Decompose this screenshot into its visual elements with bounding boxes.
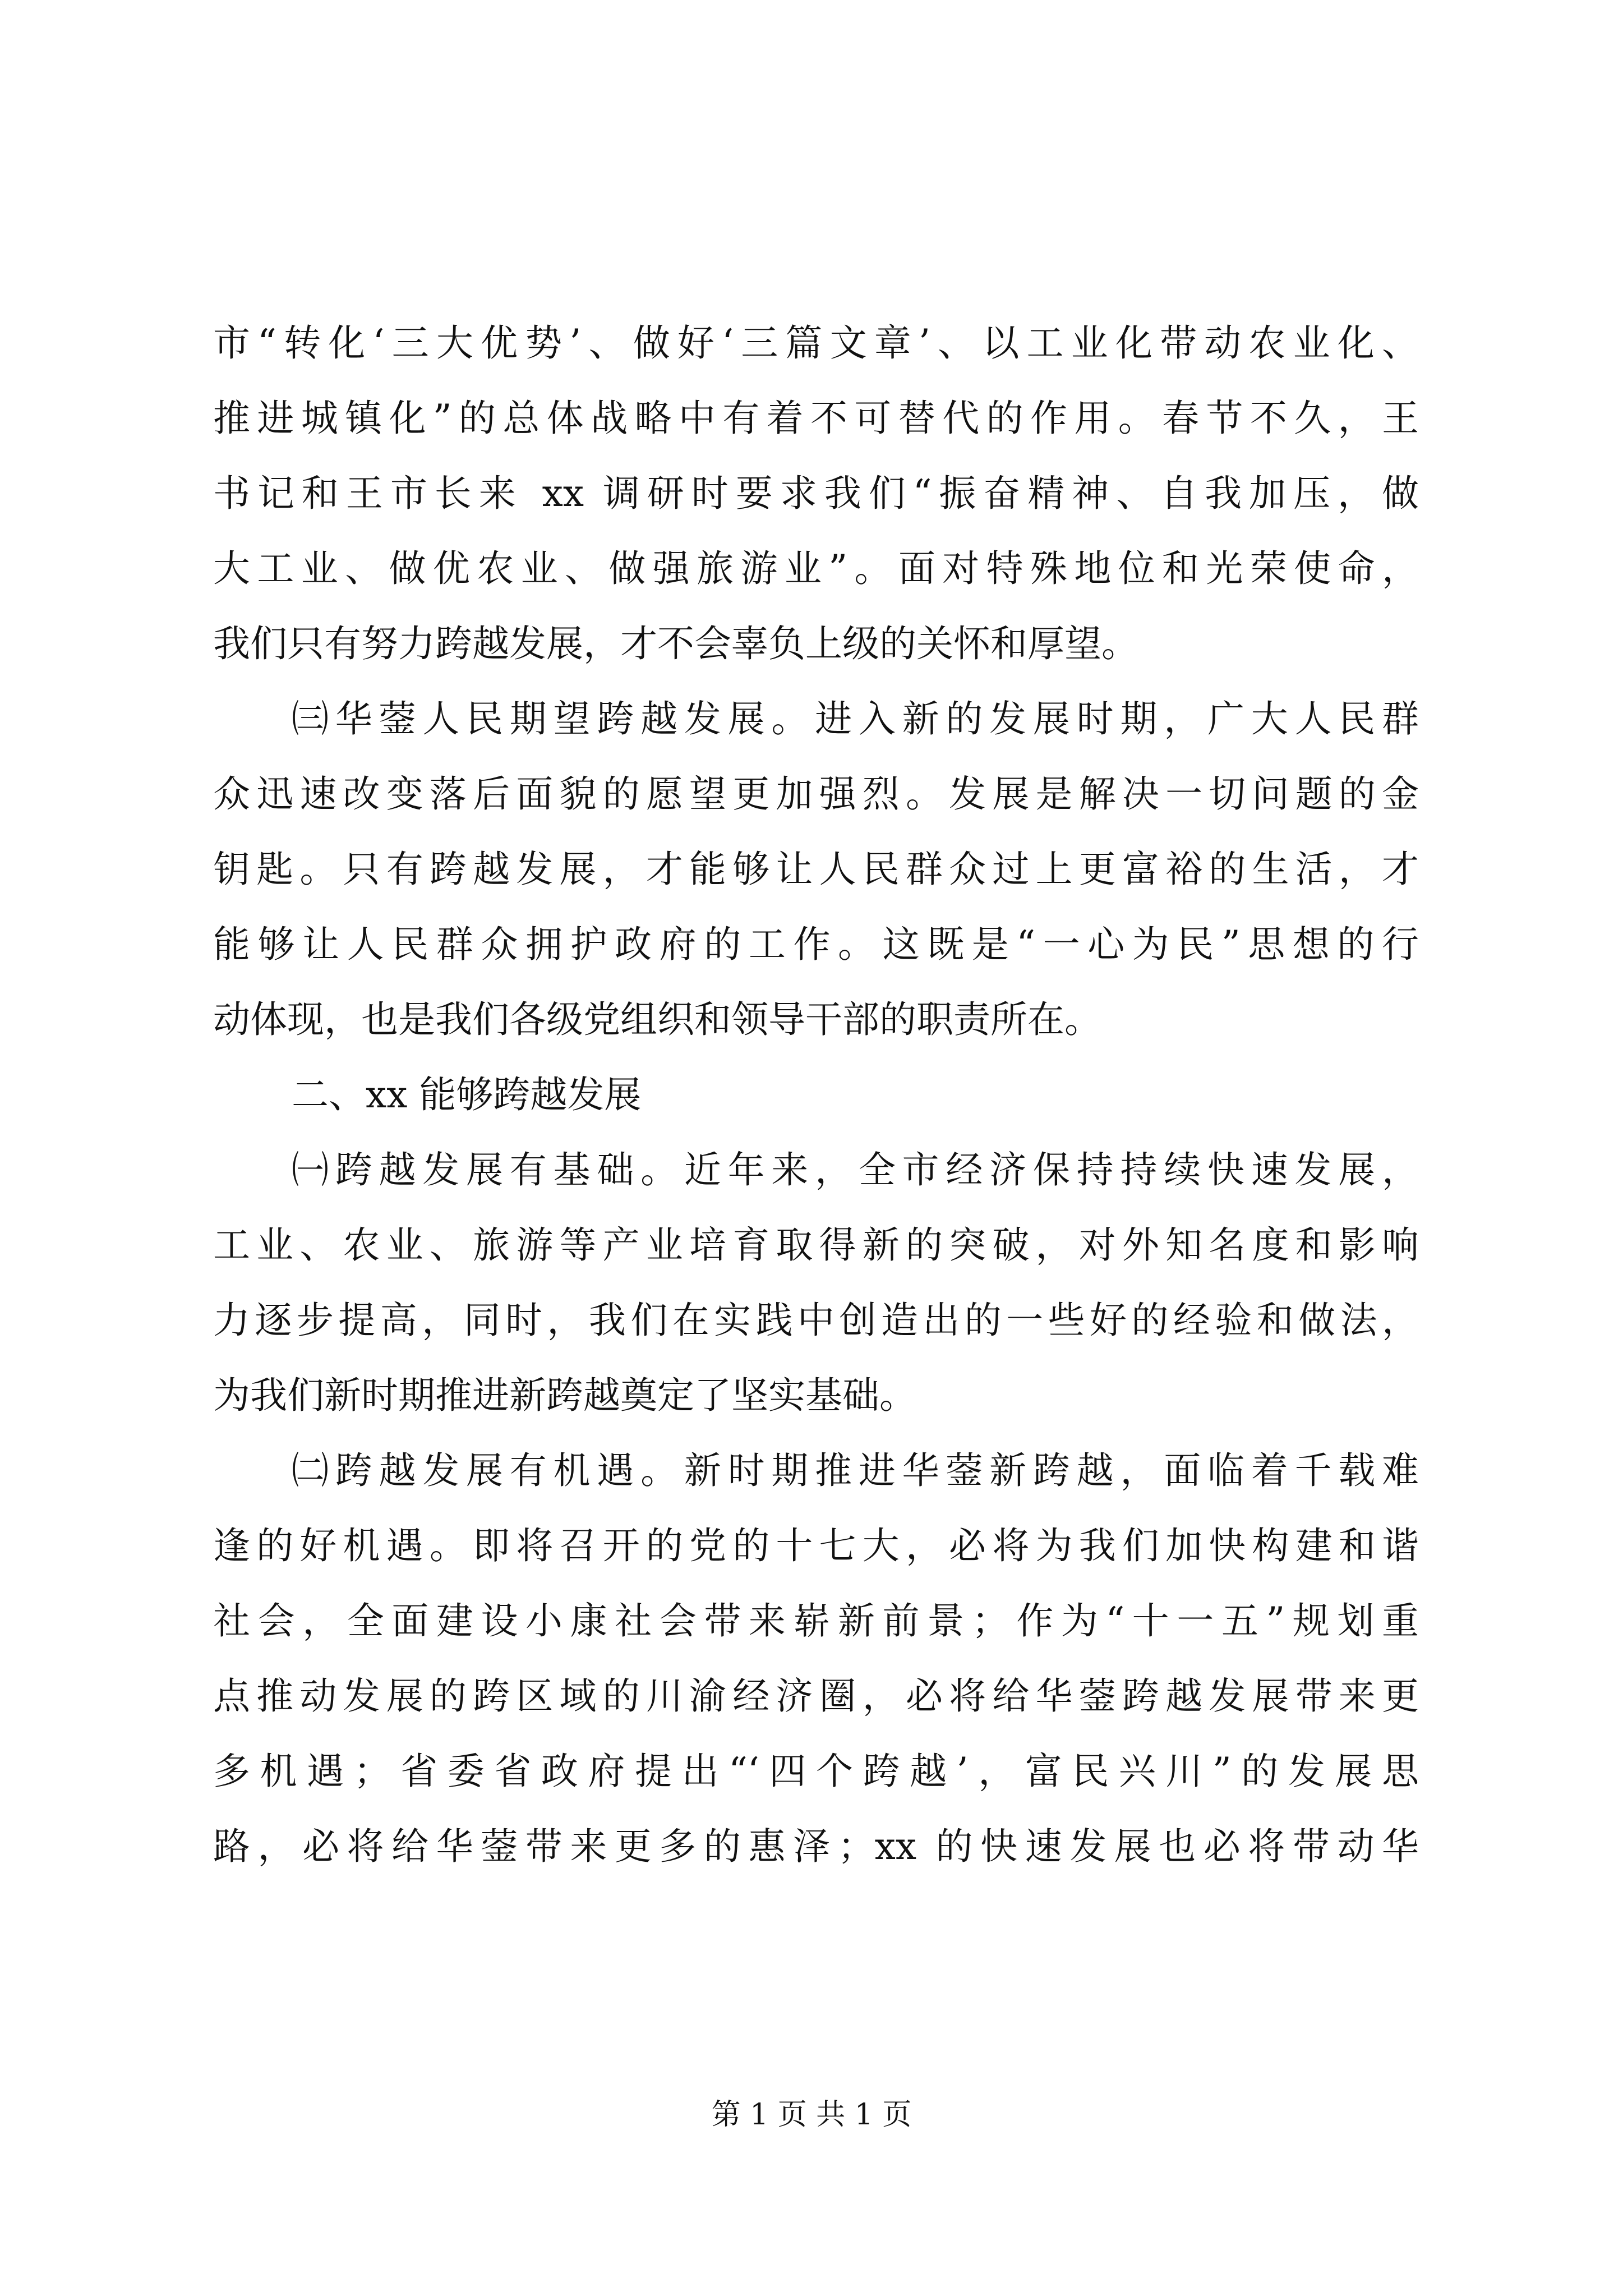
page-footer: 第 1 页 共 1 页 — [711, 2098, 912, 2132]
text-line: 我们只有努力跨越发展，才不会辜负上级的关怀和厚望。 — [213, 622, 1138, 665]
text-line: 逢的好机遇。即将召开的党的十七大，必将为我们加快构建和谐 — [213, 1524, 1419, 1567]
section-heading: 二、xx 能够跨越发展 — [292, 1073, 642, 1116]
text-line: 工业、农业、旅游等产业培育取得新的突破，对外知名度和影响 — [213, 1223, 1419, 1267]
text-line: 市“转化‘三大优势’、做好‘三篇文章’、以工业化带动农业化、 — [213, 321, 1419, 365]
text-line: 社会，全面建设小康社会带来崭新前景；作为“十一五”规划重 — [213, 1599, 1419, 1642]
text-line: ㈢华蓥人民期望跨越发展。进入新的发展时期，广大人民群 — [292, 697, 1419, 740]
text-line: 钥匙。只有跨越发展，才能够让人民群众过上更富裕的生活，才 — [213, 848, 1419, 891]
text-line: ㈠跨越发展有基础。近年来，全市经济保持持续快速发展， — [292, 1148, 1419, 1191]
text-line: 多机遇；省委省政府提出“‘四个跨越’，富民兴川”的发展思 — [213, 1750, 1419, 1793]
text-line: 大工业、做优农业、做强旅游业”。面对特殊地位和光荣使命， — [213, 547, 1419, 590]
text-line: 能够让人民群众拥护政府的工作。这既是“一心为民”思想的行 — [213, 923, 1419, 966]
text-line: 点推动发展的跨区域的川渝经济圈，必将给华蓥跨越发展带来更 — [213, 1674, 1419, 1718]
text-line: 书记和王市长来 xx 调研时要求我们“振奋精神、自我加压，做 — [213, 472, 1419, 515]
text-line: 为我们新时期推进新跨越奠定了坚实基础。 — [213, 1374, 916, 1417]
text-line: 动体现，也是我们各级党组织和领导干部的职责所在。 — [213, 998, 1101, 1041]
text-line: 力逐步提高，同时，我们在实践中创造出的一些好的经验和做法， — [213, 1299, 1419, 1342]
text-line: 众迅速改变落后面貌的愿望更加强烈。发展是解决一切问题的金 — [213, 772, 1419, 816]
text-line: 路，必将给华蓥带来更多的惠泽；xx 的快速发展也必将带动华 — [213, 1825, 1419, 1868]
text-line: ㈡跨越发展有机遇。新时期推进华蓥新跨越，面临着千载难 — [292, 1449, 1419, 1492]
text-line: 推进城镇化”的总体战略中有着不可替代的作用。春节不久，王 — [213, 397, 1419, 440]
